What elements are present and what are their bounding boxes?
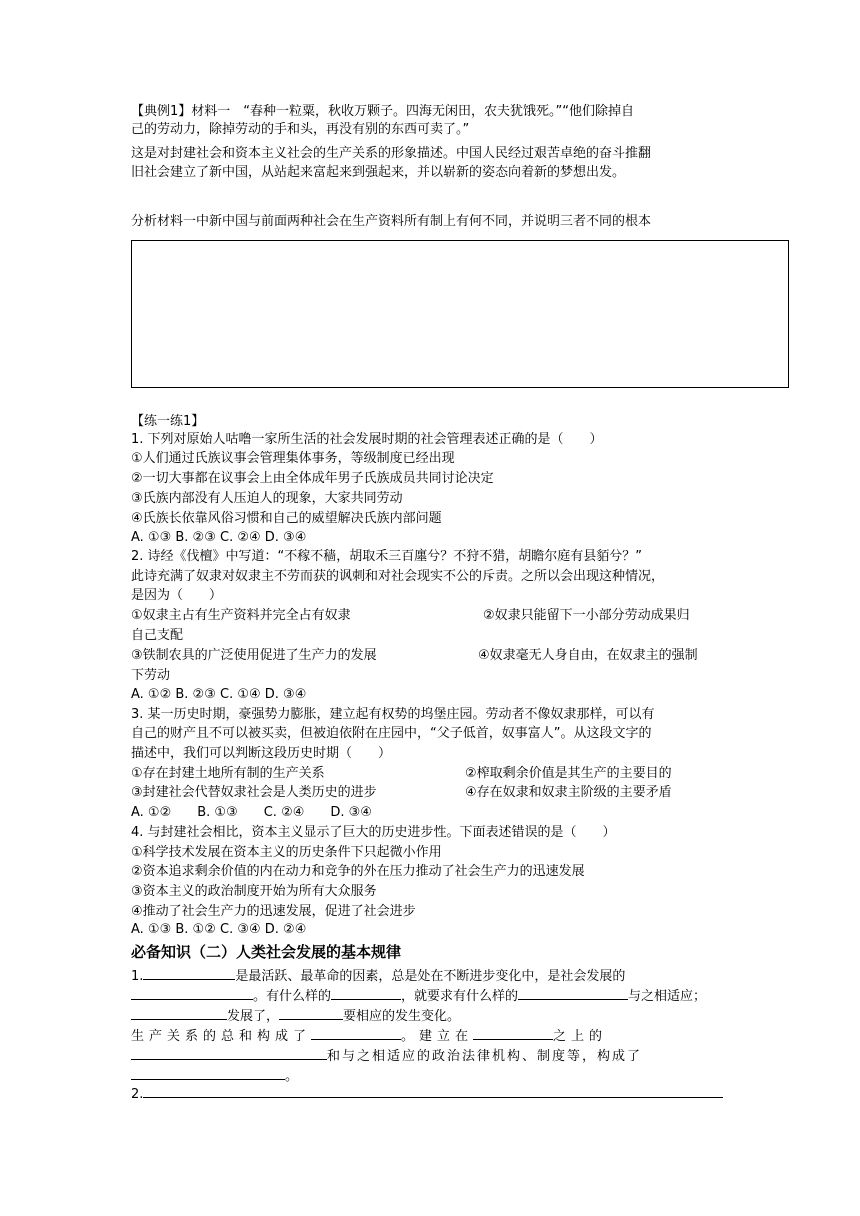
blank-base[interactable] [473,1025,553,1040]
fill-line-7 [131,1083,741,1104]
fill-text-4a: 生产关系的总和构成了 [131,1029,312,1044]
answer-box[interactable] [131,240,789,388]
blank-production-relation-2[interactable] [279,1005,343,1020]
q4-option-1: ①科学技术发展在资本主义的历史条件下只起微小作用 [131,845,442,860]
q3-choices: A. ①② B. ①③ C. ②④ D. ③④ [131,805,372,820]
fill-line-5 [131,1045,741,1066]
fill-line-4 [131,1025,741,1046]
q2-stem-2: 此诗充满了奴隶对奴隶主不劳而获的讽刺和对社会现实不公的斥责。之所以会出现这种情况， [131,569,665,584]
q1-option-4: ④氏族长依靠风俗习惯和自己的威望解决氏族内部问题 [131,511,442,526]
blank-production-relation[interactable] [518,985,628,1000]
fill-text-5a: 和与之相适应的政治法律机构、制度等，构成了 [327,1049,643,1064]
q2-option-2a: ②奴隶只能留下一小部分劳动成果归 [483,608,690,623]
fill-text-2a: 。有什么样的 [253,989,332,1004]
q2-stem-3: 是因为（ ） [131,588,223,603]
fill-text-4c: 之上的 [553,1029,608,1044]
example-line-1: 【典例1】材料一 “春种一粒粟，秋收万颗子。四海无闲田，农夫犹饿死。”“他们除掉自 [131,104,634,119]
fill-number-1: 1. [131,969,144,984]
q1-option-3: ③氏族内部没有人压迫人的现象，大家共同劳动 [131,491,403,506]
practice-header: 【练一练1】 [131,414,205,429]
blank-decisive-force[interactable] [131,985,253,1000]
blank-line-2[interactable] [143,1083,723,1098]
blank-economic-base[interactable] [311,1025,401,1040]
blank-productivity-2[interactable] [331,985,401,1000]
fill-text-6a: 。 [285,1069,299,1084]
q4-option-2: ②资本追求剩余价值的内在动力和竞争的外在压力推动了社会生产力的迅速发展 [131,864,585,879]
q2-stem-1: 2. 诗经《伐檀》中写道：“不稼不穑，胡取禾三百廛兮？不狩不猎，胡瞻尔庭有县貊兮？” [131,549,643,564]
fill-text-1: 是最活跃、最革命的因素，总是处在不断进步变化中，是社会发展的 [235,969,626,984]
q3-stem-1: 3. 某一历史时期，豪强势力膨胀，建立起有权势的坞堡庄园。劳动者不像奴隶那样，可以有 [131,707,655,722]
section-title: 必备知识（二）人类社会发展的基本规律 [131,943,402,961]
q2-option-1: ①奴隶主占有生产资料并完全占有奴隶 [131,608,351,623]
blank-superstructure[interactable] [131,1065,285,1080]
example-line-3: 这是对封建社会和资本主义社会的生产关系的形象描述。中国人民经过艰苦卓绝的奋斗推翻 [131,146,652,161]
q2-choices: A. ①② B. ②③ C. ①④ D. ③④ [131,687,307,702]
q1-stem: 1. 下列对原始人咕噜一家所生活的社会发展时期的社会管理表述正确的是（ ） [131,432,603,447]
q2-option-4a: ④奴隶毫无人身自由，在奴隶主的强制 [478,648,698,663]
q3-option-3: ③封建社会代替奴隶社会是人类历史的进步 [131,785,377,800]
q1-option-1: ①人们通过氏族议事会管理集体事务，等级制度已经出现 [131,451,455,466]
blank-ideology[interactable] [131,1045,327,1060]
fill-text-3b: 要相应的发生变化。 [343,1009,461,1024]
example-line-2: 己的劳动力，除掉劳动的手和头，再没有别的东西可卖了。” [131,122,470,137]
example-question: 分析材料一中新中国与前面两种社会在生产资料所有制上有何不同，并说明三者不同的根本 [131,214,652,229]
q3-stem-3: 描述中，我们可以判断这段历史时期（ ） [131,746,392,761]
q4-choices: A. ①③ B. ①② C. ③④ D. ②④ [131,922,307,937]
fill-text-3a: 发展了， [227,1009,280,1024]
q3-option-2: ②榨取剩余价值是其生产的主要目的 [465,766,672,781]
q3-stem-2: 自己的财产且不可以被买卖，但被迫依附在庄园中，“父子低首，奴事富人”。从这段文字的 [131,726,652,741]
q2-option-2b: 自己支配 [131,628,184,643]
q4-option-3: ③资本主义的政治制度开始为所有大众服务 [131,884,377,899]
q4-option-4: ④推动了社会生产力的迅速发展，促进了社会进步 [131,904,416,919]
fill-line-2 [131,985,741,1006]
fill-line-1 [131,965,741,986]
fill-text-2b: ，就要求有什么样的 [401,989,519,1004]
q2-option-4b: 下劳动 [131,668,171,683]
blank-productivity[interactable] [143,965,235,980]
q4-stem: 4. 与封建社会相比，资本主义显示了巨大的历史进步性。下面表述错误的是（ ） [131,825,616,840]
fill-line-3 [131,1005,741,1026]
q2-option-3: ③铁制农具的广泛使用促进了生产力的发展 [131,648,377,663]
blank-productivity-3[interactable] [131,1005,227,1020]
q1-choices: A. ①③ B. ②③ C. ②④ D. ③④ [131,530,307,545]
q3-option-4: ④存在奴隶和奴隶主阶级的主要矛盾 [465,785,672,800]
fill-text-2c: 与之相适应； [628,989,707,1004]
q3-option-1: ①存在封建土地所有制的生产关系 [131,766,325,781]
example-line-4: 旧社会建立了新中国，从站起来富起来到强起来，并以崭新的姿态向着新的梦想出发。 [131,165,626,180]
fill-number-2: 2. [131,1087,144,1102]
fill-text-4b: 。建立在 [401,1029,474,1044]
q1-option-2: ②一切大事都在议事会上由全体成年男子氏族成员共同讨论决定 [131,471,494,486]
